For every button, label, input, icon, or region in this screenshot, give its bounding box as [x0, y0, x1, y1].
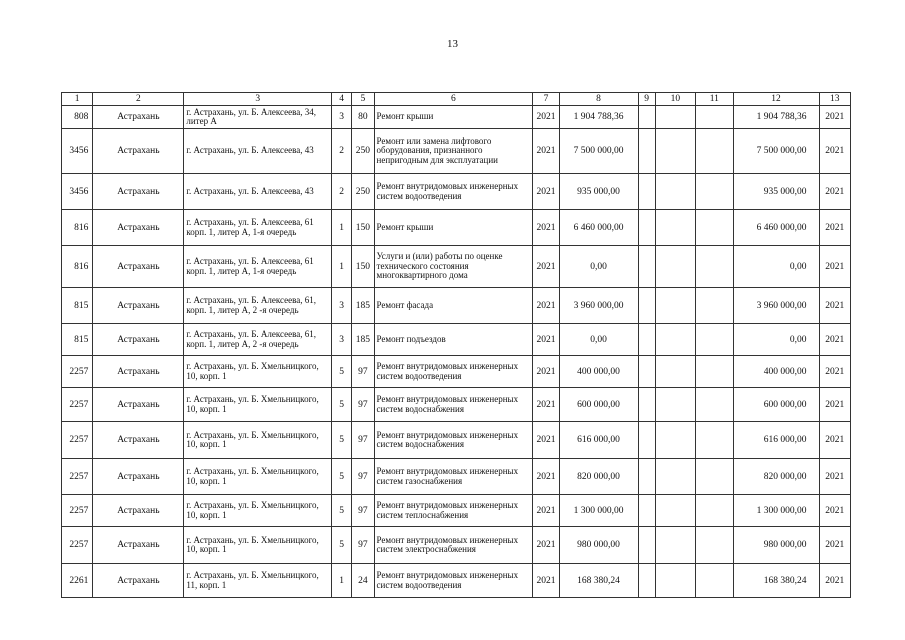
floors-cell: 3 — [332, 324, 352, 356]
completion-year-cell: 2021 — [819, 246, 850, 288]
col-9-cell — [638, 174, 655, 210]
cost-cell: 7 500 000,00 — [559, 129, 638, 174]
address-cell: г. Астрахань, ул. Б. Алексеева, 43 — [184, 129, 332, 174]
col-header-2: 2 — [93, 93, 184, 106]
apartments-cell: 250 — [352, 129, 374, 174]
total-cost-cell: 980 000,00 — [733, 527, 819, 564]
floors-cell: 1 — [332, 210, 352, 246]
col-11-cell — [696, 106, 733, 129]
col-10-cell — [655, 388, 695, 422]
year-cell: 2021 — [533, 422, 559, 459]
table-row — [62, 422, 851, 459]
address-cell: г. Астрахань, ул. Б. Алексеева, 43 — [184, 174, 332, 210]
col-9-cell — [638, 210, 655, 246]
table-row — [62, 288, 851, 324]
col-9-cell — [638, 129, 655, 174]
house-id-cell: 2257 — [62, 388, 93, 422]
table-row — [62, 246, 851, 288]
floors-cell: 2 — [332, 129, 352, 174]
col-11-cell — [696, 246, 733, 288]
cost-cell: 0,00 — [559, 324, 638, 356]
table-row — [62, 388, 851, 422]
apartments-cell: 97 — [352, 495, 374, 527]
total-cost-cell: 168 380,24 — [733, 564, 819, 598]
total-cost-cell: 600 000,00 — [733, 388, 819, 422]
col-header-9: 9 — [638, 93, 655, 106]
year-cell: 2021 — [533, 527, 559, 564]
floors-cell: 3 — [332, 106, 352, 129]
address-cell: г. Астрахань, ул. Б. Хмельницкого, 10, корп. 1 — [184, 527, 332, 564]
work-type-cell: Ремонт внутридомовых инженерных систем водоснабжения — [374, 422, 533, 459]
table-row — [62, 356, 851, 388]
cost-cell: 1 904 788,36 — [559, 106, 638, 129]
completion-year-cell: 2021 — [819, 288, 850, 324]
col-header-3: 3 — [184, 93, 332, 106]
col-11-cell — [696, 210, 733, 246]
col-9-cell — [638, 527, 655, 564]
cost-cell: 820 000,00 — [559, 459, 638, 495]
floors-cell: 2 — [332, 174, 352, 210]
year-cell: 2021 — [533, 495, 559, 527]
year-cell: 2021 — [533, 356, 559, 388]
total-cost-cell: 7 500 000,00 — [733, 129, 819, 174]
col-10-cell — [655, 288, 695, 324]
total-cost-cell: 6 460 000,00 — [733, 210, 819, 246]
col-10-cell — [655, 495, 695, 527]
col-header-6: 6 — [374, 93, 533, 106]
apartments-cell: 150 — [352, 210, 374, 246]
col-9-cell — [638, 324, 655, 356]
col-9-cell — [638, 288, 655, 324]
completion-year-cell: 2021 — [819, 527, 850, 564]
house-id-cell: 2257 — [62, 527, 93, 564]
col-11-cell — [696, 459, 733, 495]
house-id-cell: 815 — [62, 324, 93, 356]
table-row — [62, 495, 851, 527]
total-cost-cell: 935 000,00 — [733, 174, 819, 210]
completion-year-cell: 2021 — [819, 495, 850, 527]
address-cell: г. Астрахань, ул. Б. Алексеева, 34, литер А — [184, 106, 332, 129]
year-cell: 2021 — [533, 288, 559, 324]
floors-cell: 5 — [332, 495, 352, 527]
table-row — [62, 129, 851, 174]
col-10-cell — [655, 527, 695, 564]
total-cost-cell: 0,00 — [733, 324, 819, 356]
house-id-cell: 816 — [62, 246, 93, 288]
completion-year-cell: 2021 — [819, 459, 850, 495]
col-10-cell — [655, 210, 695, 246]
year-cell: 2021 — [533, 459, 559, 495]
completion-year-cell: 2021 — [819, 388, 850, 422]
year-cell: 2021 — [533, 324, 559, 356]
city-cell: Астрахань — [93, 174, 184, 210]
page-number: 13 — [447, 38, 458, 50]
floors-cell: 3 — [332, 288, 352, 324]
completion-year-cell: 2021 — [819, 356, 850, 388]
total-cost-cell: 1 904 788,36 — [733, 106, 819, 129]
floors-cell: 1 — [332, 246, 352, 288]
col-header-7: 7 — [533, 93, 559, 106]
completion-year-cell: 2021 — [819, 210, 850, 246]
house-id-cell: 816 — [62, 210, 93, 246]
apartments-cell: 80 — [352, 106, 374, 129]
col-11-cell — [696, 324, 733, 356]
city-cell: Астрахань — [93, 129, 184, 174]
apartments-cell: 185 — [352, 324, 374, 356]
floors-cell: 5 — [332, 388, 352, 422]
cost-cell: 935 000,00 — [559, 174, 638, 210]
house-id-cell: 2257 — [62, 495, 93, 527]
address-cell: г. Астрахань, ул. Б. Хмельницкого, 10, корп. 1 — [184, 495, 332, 527]
work-type-cell: Ремонт внутридомовых инженерных систем теплоснабжения — [374, 495, 533, 527]
col-11-cell — [696, 174, 733, 210]
col-10-cell — [655, 422, 695, 459]
col-10-cell — [655, 174, 695, 210]
cost-cell: 616 000,00 — [559, 422, 638, 459]
work-type-cell: Ремонт крыши — [374, 106, 533, 129]
col-10-cell — [655, 324, 695, 356]
address-cell: г. Астрахань, ул. Б. Хмельницкого, 10, корп. 1 — [184, 356, 332, 388]
col-9-cell — [638, 388, 655, 422]
table-row — [62, 174, 851, 210]
col-11-cell — [696, 356, 733, 388]
year-cell: 2021 — [533, 246, 559, 288]
address-cell: г. Астрахань, ул. Б. Алексеева, 61, корп. 1, литер А, 2 -я очередь — [184, 324, 332, 356]
apartments-cell: 24 — [352, 564, 374, 598]
address-cell: г. Астрахань, ул. Б. Хмельницкого, 10, корп. 1 — [184, 422, 332, 459]
house-id-cell: 3456 — [62, 174, 93, 210]
work-type-cell: Ремонт подъездов — [374, 324, 533, 356]
address-cell: г. Астрахань, ул. Б. Алексеева, 61 корп. 1, литер А, 1-я очередь — [184, 246, 332, 288]
apartments-cell: 250 — [352, 174, 374, 210]
house-id-cell: 2261 — [62, 564, 93, 598]
col-header-8: 8 — [559, 93, 638, 106]
completion-year-cell: 2021 — [819, 106, 850, 129]
col-11-cell — [696, 495, 733, 527]
table-row — [62, 527, 851, 564]
year-cell: 2021 — [533, 174, 559, 210]
col-11-cell — [696, 288, 733, 324]
total-cost-cell: 1 300 000,00 — [733, 495, 819, 527]
col-header-13: 13 — [819, 93, 850, 106]
work-type-cell: Ремонт внутридомовых инженерных систем водоснабжения — [374, 388, 533, 422]
apartments-cell: 97 — [352, 527, 374, 564]
year-cell: 2021 — [533, 564, 559, 598]
cost-cell: 400 000,00 — [559, 356, 638, 388]
year-cell: 2021 — [533, 210, 559, 246]
address-cell: г. Астрахань, ул. Б. Хмельницкого, 11, корп. 1 — [184, 564, 332, 598]
city-cell: Астрахань — [93, 564, 184, 598]
col-header-4: 4 — [332, 93, 352, 106]
col-10-cell — [655, 246, 695, 288]
col-11-cell — [696, 527, 733, 564]
completion-year-cell: 2021 — [819, 129, 850, 174]
column-number-row — [62, 93, 851, 106]
completion-year-cell: 2021 — [819, 422, 850, 459]
total-cost-cell: 820 000,00 — [733, 459, 819, 495]
city-cell: Астрахань — [93, 210, 184, 246]
cost-cell: 6 460 000,00 — [559, 210, 638, 246]
col-header-12: 12 — [733, 93, 819, 106]
city-cell: Астрахань — [93, 495, 184, 527]
work-type-cell: Ремонт фасада — [374, 288, 533, 324]
col-9-cell — [638, 356, 655, 388]
year-cell: 2021 — [533, 106, 559, 129]
city-cell: Астрахань — [93, 356, 184, 388]
col-header-11: 11 — [696, 93, 733, 106]
city-cell: Астрахань — [93, 459, 184, 495]
address-cell: г. Астрахань, ул. Б. Алексеева, 61 корп. 1, литер А, 1-я очередь — [184, 210, 332, 246]
floors-cell: 5 — [332, 422, 352, 459]
col-10-cell — [655, 356, 695, 388]
city-cell: Астрахань — [93, 324, 184, 356]
total-cost-cell: 3 960 000,00 — [733, 288, 819, 324]
col-11-cell — [696, 422, 733, 459]
city-cell: Астрахань — [93, 288, 184, 324]
city-cell: Астрахань — [93, 106, 184, 129]
city-cell: Астрахань — [93, 527, 184, 564]
col-9-cell — [638, 564, 655, 598]
year-cell: 2021 — [533, 388, 559, 422]
apartments-cell: 97 — [352, 422, 374, 459]
col-11-cell — [696, 129, 733, 174]
total-cost-cell: 616 000,00 — [733, 422, 819, 459]
total-cost-cell: 400 000,00 — [733, 356, 819, 388]
house-id-cell: 3456 — [62, 129, 93, 174]
col-10-cell — [655, 129, 695, 174]
floors-cell: 1 — [332, 564, 352, 598]
completion-year-cell: 2021 — [819, 564, 850, 598]
floors-cell: 5 — [332, 527, 352, 564]
table-row — [62, 324, 851, 356]
apartments-cell: 150 — [352, 246, 374, 288]
address-cell: г. Астрахань, ул. Б. Алексеева, 61, корп. 1, литер А, 2 -я очередь — [184, 288, 332, 324]
work-type-cell: Ремонт внутридомовых инженерных систем водоотведения — [374, 356, 533, 388]
col-10-cell — [655, 106, 695, 129]
house-id-cell: 2257 — [62, 422, 93, 459]
total-cost-cell: 0,00 — [733, 246, 819, 288]
work-type-cell: Ремонт или замена лифтового оборудования, признанного непригодным для эксплуатации — [374, 129, 533, 174]
cost-cell: 3 960 000,00 — [559, 288, 638, 324]
col-9-cell — [638, 422, 655, 459]
col-10-cell — [655, 564, 695, 598]
floors-cell: 5 — [332, 459, 352, 495]
cost-cell: 1 300 000,00 — [559, 495, 638, 527]
house-id-cell: 2257 — [62, 459, 93, 495]
cost-cell: 600 000,00 — [559, 388, 638, 422]
col-9-cell — [638, 495, 655, 527]
completion-year-cell: 2021 — [819, 174, 850, 210]
col-9-cell — [638, 246, 655, 288]
col-header-5: 5 — [352, 93, 374, 106]
cost-cell: 168 380,24 — [559, 564, 638, 598]
house-id-cell: 808 — [62, 106, 93, 129]
apartments-cell: 185 — [352, 288, 374, 324]
apartments-cell: 97 — [352, 388, 374, 422]
apartments-cell: 97 — [352, 356, 374, 388]
work-type-cell: Ремонт внутридомовых инженерных систем газоснабжения — [374, 459, 533, 495]
col-9-cell — [638, 459, 655, 495]
col-11-cell — [696, 388, 733, 422]
work-type-cell: Ремонт внутридомовых инженерных систем водоотведения — [374, 564, 533, 598]
col-header-10: 10 — [655, 93, 695, 106]
house-id-cell: 815 — [62, 288, 93, 324]
table-row — [62, 564, 851, 598]
capital-repair-table — [61, 92, 851, 598]
table-row — [62, 459, 851, 495]
cost-cell: 980 000,00 — [559, 527, 638, 564]
col-header-1: 1 — [62, 93, 93, 106]
col-9-cell — [638, 106, 655, 129]
col-11-cell — [696, 564, 733, 598]
year-cell: 2021 — [533, 129, 559, 174]
apartments-cell: 97 — [352, 459, 374, 495]
house-id-cell: 2257 — [62, 356, 93, 388]
floors-cell: 5 — [332, 356, 352, 388]
city-cell: Астрахань — [93, 388, 184, 422]
address-cell: г. Астрахань, ул. Б. Хмельницкого, 10, корп. 1 — [184, 459, 332, 495]
city-cell: Астрахань — [93, 246, 184, 288]
cost-cell: 0,00 — [559, 246, 638, 288]
work-type-cell: Ремонт крыши — [374, 210, 533, 246]
col-10-cell — [655, 459, 695, 495]
work-type-cell: Услуги и (или) работы по оценке технического состояния многоквартирного дома — [374, 246, 533, 288]
city-cell: Астрахань — [93, 422, 184, 459]
work-type-cell: Ремонт внутридомовых инженерных систем электроснабжения — [374, 527, 533, 564]
completion-year-cell: 2021 — [819, 324, 850, 356]
table-row — [62, 210, 851, 246]
work-type-cell: Ремонт внутридомовых инженерных систем водоотведения — [374, 174, 533, 210]
table-row — [62, 106, 851, 129]
address-cell: г. Астрахань, ул. Б. Хмельницкого, 10, корп. 1 — [184, 388, 332, 422]
